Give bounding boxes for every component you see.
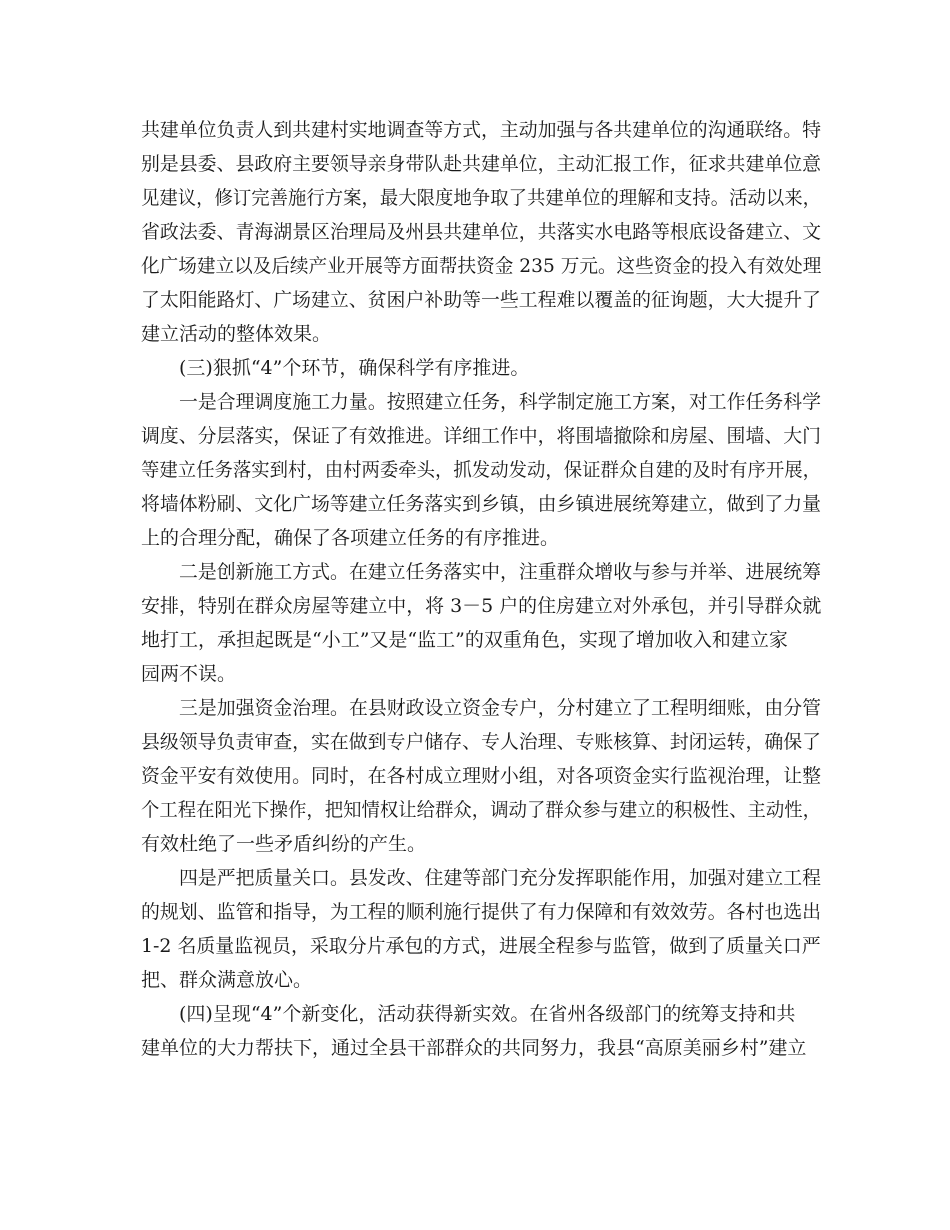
text-line: 园两不误。	[141, 663, 237, 685]
text-line: 化广场建立以及后续产业开展等方面帮扶资金 235 万元。这些资金的投入有效处理	[141, 255, 822, 277]
text-line: 建单位的大力帮扶下，通过全县干部群众的共同努力，我县“高原美丽乡村”建立	[141, 1037, 807, 1059]
text-line: 见建议，修订完善施行方案，最大限度地争取了共建单位的理解和支持。活动以来，	[141, 187, 822, 209]
text-line: 县级领导负责审查，实在做到专户储存、专人治理、专账核算、封闭运转，确保了	[141, 731, 822, 753]
text-line: 资金平安有效使用。同时，在各村成立理财小组，对各项资金实行监视治理，让整	[141, 765, 822, 787]
text-line: 的规划、监管和指导，为工程的顺利施行提供了有力保障和有效效劳。各村也选出	[141, 901, 822, 923]
text-line: 个工程在阳光下操作，把知情权让给群众，调动了群众参与建立的积极性、主动性，	[141, 799, 822, 821]
text-line: 1-2 名质量监视员，采取分片承包的方式，进展全程参与监管，做到了质量关口严	[141, 935, 821, 957]
text-line: 有效杜绝了一些矛盾纠纷的产生。	[141, 833, 427, 855]
text-line: 共建单位负责人到共建村实地调查等方式，主动加强与各共建单位的沟通联络。特	[141, 119, 822, 141]
text-line: 四是严把质量关口。县发改、住建等部门充分发挥职能作用，加强对建立工程	[179, 867, 822, 889]
text-line: 二是创新施工方式。在建立任务落实中，注重群众增收与参与并举、进展统筹	[179, 561, 822, 583]
text-line: 省政法委、青海湖景区治理局及州县共建单位，共落实水电路等根底设备建立、文	[141, 221, 822, 243]
text-line: 了太阳能路灯、广场建立、贫困户补助等一些工程难以覆盖的征询题，大大提升了	[141, 289, 822, 311]
text-line: 地打工，承担起既是“小工”又是“监工”的双重角色，实现了增加收入和建立家	[141, 629, 788, 651]
text-line: 等建立任务落实到村，由村两委牵头，抓发动发动，保证群众自建的及时有序开展，	[141, 459, 822, 481]
text-line: 建立活动的整体效果。	[141, 323, 332, 345]
text-line: 调度、分层落实，保证了有效推进。详细工作中，将围墙撤除和房屋、围墙、大门	[141, 425, 822, 447]
text-line: 上的合理分配，确保了各项建立任务的有序推进。	[141, 527, 560, 549]
text-line: 将墙体粉刷、文化广场等建立任务落实到乡镇，由乡镇进展统筹建立，做到了力量	[141, 493, 822, 515]
text-line: 别是县委、县政府主要领导亲身带队赴共建单位，主动汇报工作，征求共建单位意	[141, 153, 822, 175]
section-heading: (三)狠抓“4”个环节，确保科学有序推进。	[179, 357, 530, 379]
text-line: 把、群众满意放心。	[141, 969, 313, 991]
section-heading: (四)呈现“4”个新变化，活动获得新实效。在省州各级部门的统筹支持和共	[179, 1003, 796, 1025]
text-line: 一是合理调度施工力量。按照建立任务，科学制定施工方案，对工作任务科学	[179, 391, 822, 413]
text-line: 安排，特别在群众房屋等建立中，将 3－5 户的住房建立对外承包，并引导群众就	[141, 595, 822, 617]
text-line: 三是加强资金治理。在县财政设立资金专户，分村建立了工程明细账，由分管	[179, 697, 822, 719]
